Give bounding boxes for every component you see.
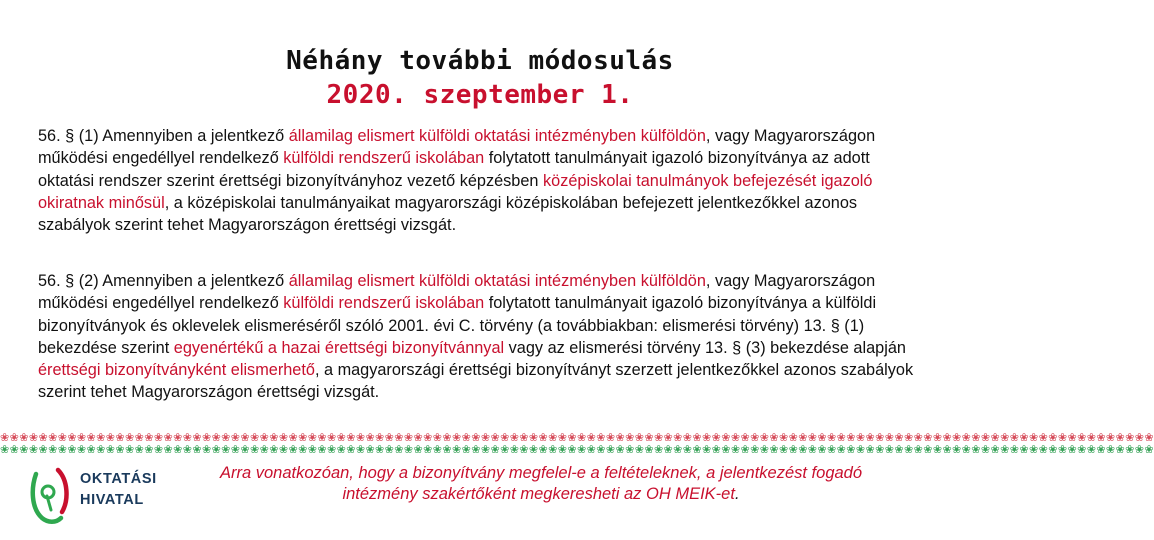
footnote-main: Arra vonatkozóan, hogy a bizonyítvány megfelel-e a feltételeknek, a jelentkezést fogadó intézmény szakértőként megkeresheti az OH MEIK-et [219,464,863,503]
text-segment: , vagy Magyarországon működési engedéllyel rendelkező [38,272,876,313]
highlighted-text: államilag elismert külföldi oktatási intézményben külföldön [288,127,706,145]
text-segment: 56. § (2) Amennyiben a jelentkező [38,272,289,290]
highlighted-text: külföldi rendszerű iskolában [283,149,485,168]
footnote-period: . [734,485,740,503]
footnote-text [196,463,886,505]
text-segment: folytatott tanulmányait igazoló bizonyítványa a külföldi bizonyítványok és oklevelek elismeréséről szóló 2001. évi C. törvény (a továbbiakban: elismerési törvény) 13. § (1) bekezdése szerint [38,294,877,357]
highlighted-text: államilag elismert külföldi oktatási intézményben külföldön [288,272,706,290]
decorative-ornament-border: ❀❀❀❀❀❀❀❀❀❀❀❀❀❀❀❀❀❀❀❀❀❀❀❀❀❀❀❀❀❀❀❀❀❀❀❀❀❀❀❀❀❀❀❀❀❀❀❀❀❀❀❀❀❀❀❀❀❀❀❀❀❀❀❀❀❀❀❀❀❀❀❀❀❀❀❀❀❀❀❀❀❀❀❀❀❀❀❀❀❀❀❀❀❀❀❀❀❀❀❀❀❀❀❀❀❀❀❀❀❀❀❀❀❀❀❀❀❀❀❀ [0,432,1154,444]
text-segment: , a magyarországi érettségi bizonyítványt szerzett jelentkezőkkel azonos szabályok szerint tehet Magyarországon érettségi vizsgát. [38,361,914,402]
text-segment: , a középiskolai tanulmányaikat magyarországi középiskolában befejezett jelentkezőkkel azonos szabályok szerint tehet Magyarországon érettségi vizsgát. [38,193,858,235]
paragraph-56-1 [38,125,918,236]
highlighted-text: érettségi bizonyítványként elismerhető [38,361,315,380]
logo-text-line2: HIVATAL [80,492,144,508]
oktatasi-hivatal-logo [28,466,188,526]
decorative-ornament-border: ❀❀❀❀❀❀❀❀❀❀❀❀❀❀❀❀❀❀❀❀❀❀❀❀❀❀❀❀❀❀❀❀❀❀❀❀❀❀❀❀❀❀❀❀❀❀❀❀❀❀❀❀❀❀❀❀❀❀❀❀❀❀❀❀❀❀❀❀❀❀❀❀❀❀❀❀❀❀❀❀❀❀❀❀❀❀❀❀❀❀❀❀❀❀❀❀❀❀❀❀❀❀❀❀❀❀❀❀❀❀❀❀❀❀❀❀❀❀❀❀ [0,444,1154,456]
slide-subtitle-date: 2020. szeptember 1. [326,80,634,110]
text-segment: folytatott tanulmányait igazoló bizonyítványa az adott oktatási rendszer szerint érettségi bizonyítványhoz vezető képzésben [38,149,870,190]
highlighted-text: középiskolai tanulmányok befejezését igazoló okiratnak minősül [38,171,873,212]
paragraph-56-2 [38,270,918,404]
highlighted-text: egyenértékű a hazai érettségi bizonyítvánnyal [173,338,505,357]
text-segment: 56. § (1) Amennyiben a jelentkező [38,127,289,145]
logo-text-line1: OKTATÁSI [80,471,157,487]
text-segment: , vagy Magyarországon működési engedéllyel rendelkező [38,127,876,168]
highlighted-text: külföldi rendszerű iskolában [283,294,485,313]
text-segment: vagy az elismerési törvény 13. § (3) bekezdése alapján [504,338,906,357]
owl-logo-icon [28,466,72,526]
slide-title: Néhány további módosulás [286,46,674,76]
